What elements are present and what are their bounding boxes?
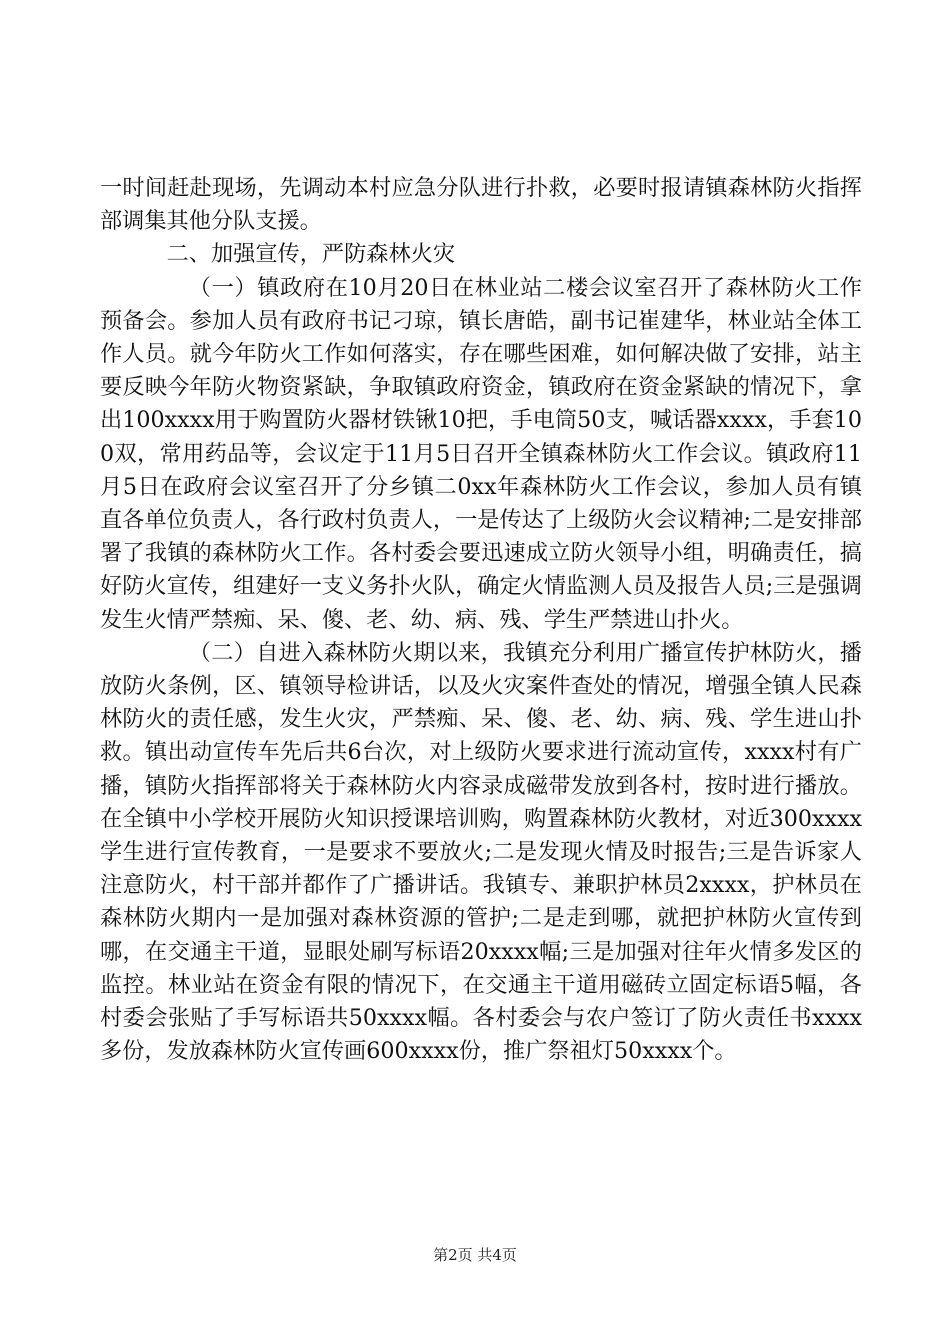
paragraph-item-two: （二）自进入森林防火期以来，我镇充分利用广播宣传护林防火，播放防火条例，区、镇领导检讲话，以及火灾案件查处的情况，增强全镇人民森林防火的责任感，发生火灾，严禁痴、呆、傻、老、幼、病、残、学生进山扑救。镇出动宣传车先后共6台次，对上级防火要求进行流动宣传，xxxx村有广播，镇防火指挥部将关于森林防火内容录成磁带发放到各村，按时进行播放。在全镇中小学校开展防火知识授课培训购，购置森林防火教材，对近300xxxx学生进行宣传教育，一是要求不要放火;二是发现火情及时报告;三是告诉家人注意防火，村干部并都作了广播讲话。我镇专、兼职护林员2xxxx，护林员在森林防火期内一是加强对森林资源的管护;二是走到哪，就把护林防火宣传到哪，在交通主干道，显眼处刷写标语20xxxx幅;三是加强对往年火情多发区的监控。林业站在资金有限的情况下，在交通主干道用磁砖立固定标语5幅，各村委会张贴了手写标语共50xxxx幅。各村委会与农户签订了防火责任书xxxx多份，发放森林防火宣传画600xxxx份，推广祭祖灯50xxxx个。 (100, 639, 862, 1065)
page-number-footer: 第2页 共4页 (433, 1246, 517, 1264)
section-heading: 二、加强宣传，严防森林火灾 (166, 241, 456, 268)
document-body (100, 172, 862, 1068)
paragraph-continuation: 一时间赶赴现场，先调动本村应急分队进行扑救，必要时报请镇森林防火指挥部调集其他分队支援。 (100, 175, 862, 235)
paragraph-item-one: （一）镇政府在10月20日在林业站二楼会议室召开了森林防火工作预备会。参加人员有政府书记刁琼，镇长唐皓，副书记崔建华，林业站全体工作人员。就今年防火工作如何落实，存在哪些困难，如何解决做了安排，站主要反映今年防火物资紧缺，争取镇政府资金，镇政府在资金紧缺的情况下，拿出100xxxx用于购置防火器材铁锹10把，手电筒50支，喊话器xxxx，手套100双，常用药品等，会议定于11月5日召开全镇森林防火工作会议。镇政府11月5日在政府会议室召开了分乡镇二0xx年森林防火工作会议，参加人员有镇直各单位负责人，各行政村负责人，一是传达了上级防火会议精神;二是安排部署了我镇的森林防火工作。各村委会要迅速成立防火领导小组，明确责任，搞好防火宣传，组建好一支义务扑火队，确定火情监测人员及报告人员;三是强调发生火情严禁痴、呆、傻、老、幼、病、残、学生严禁进山扑火。 (100, 274, 862, 633)
